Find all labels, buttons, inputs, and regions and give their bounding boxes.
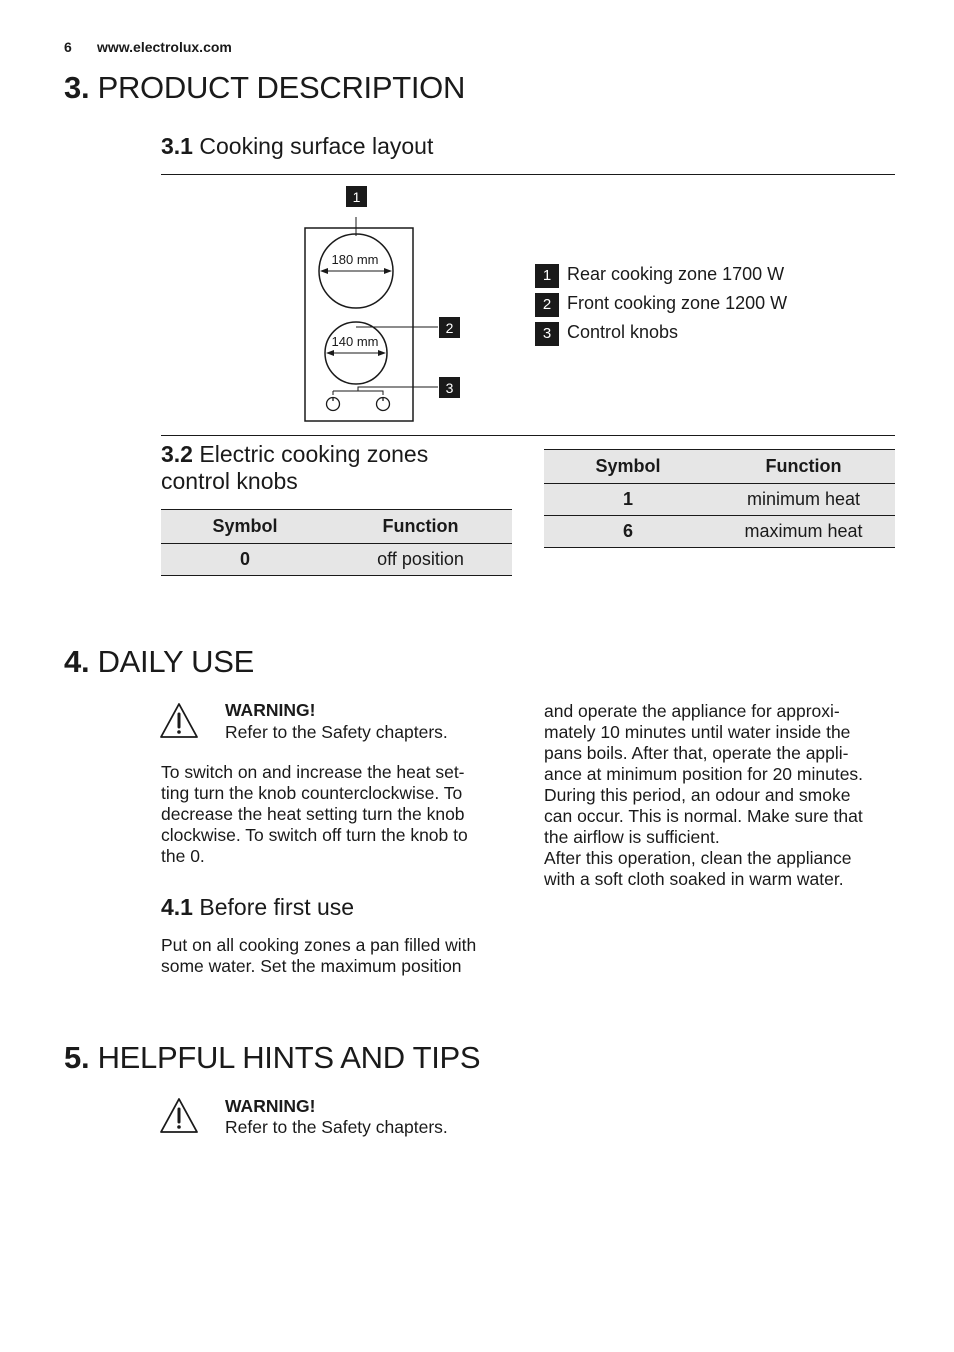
subsection-number: 4.1 xyxy=(161,894,193,920)
symbol-cell: 1 xyxy=(544,484,712,516)
subsection-number: 3.1 xyxy=(161,133,193,159)
text-line: pans boils. After that, operate the appli- xyxy=(544,743,849,763)
warning-title: WARNING! xyxy=(225,700,316,720)
text-line: Put on all cooking zones a pan filled with xyxy=(161,935,477,955)
subsection-title-line2: control knobs xyxy=(161,468,298,494)
table-row xyxy=(544,484,895,516)
table-header-row xyxy=(161,510,512,544)
text-line: and operate the appliance for approxi- xyxy=(544,701,840,721)
section-3-heading xyxy=(64,70,465,106)
paragraph-switch-on xyxy=(161,762,511,867)
text-line: After this operation, clean the appliance xyxy=(544,848,852,868)
arrow-left-icon xyxy=(326,350,334,356)
text-line: the 0. xyxy=(161,846,205,866)
subsection-title: Before first use xyxy=(199,894,355,920)
legend-number: 1 xyxy=(535,264,559,288)
text-line: decrease the heat setting turn the knob xyxy=(161,804,465,824)
text-line: ting turn the knob counterclockwise. To xyxy=(161,783,463,803)
warning-triangle-icon xyxy=(159,702,199,740)
hob-diagram xyxy=(300,184,470,424)
section-number: 3. xyxy=(64,70,90,105)
col-header-symbol: Symbol xyxy=(544,450,712,484)
arrow-right-icon xyxy=(378,350,386,356)
section-title: DAILY USE xyxy=(97,644,254,679)
legend-number: 3 xyxy=(535,322,559,346)
legend-number: 2 xyxy=(535,293,559,317)
text-line: mately 10 minutes until water inside the xyxy=(544,722,851,742)
section-number: 4. xyxy=(64,644,90,679)
section-5-heading xyxy=(64,1040,480,1076)
warning-title: WARNING! xyxy=(225,1096,316,1116)
callout-3-leader xyxy=(333,387,438,395)
rear-zone-size: 180 mm xyxy=(331,252,379,267)
table-row xyxy=(544,516,895,548)
text-line: To switch on and increase the heat set- xyxy=(161,762,465,782)
paragraph-right-column xyxy=(544,701,899,890)
subsection-3-1-heading xyxy=(161,133,433,160)
section-number: 5. xyxy=(64,1040,90,1075)
col-header-function: Function xyxy=(712,450,895,484)
divider xyxy=(161,435,895,436)
callout-1-label: 1 xyxy=(352,189,361,205)
warning-triangle-icon xyxy=(159,1097,199,1135)
symbol-cell: 6 xyxy=(544,516,712,548)
section-title: PRODUCT DESCRIPTION xyxy=(97,70,466,105)
legend-text: Control knobs xyxy=(567,322,679,342)
page-number: 6 xyxy=(64,39,72,55)
function-cell: maximum heat xyxy=(712,516,895,548)
subsection-4-1-heading xyxy=(161,894,354,921)
text-line: can occur. This is normal. Make sure that xyxy=(544,806,863,826)
subsection-title: Cooking surface layout xyxy=(199,133,434,159)
function-cell: minimum heat xyxy=(712,484,895,516)
callout-2-label: 2 xyxy=(445,320,454,336)
symbol-cell: 0 xyxy=(161,544,329,576)
warning-text: Refer to the Safety chapters. xyxy=(225,722,448,742)
warning-text: Refer to the Safety chapters. xyxy=(225,1117,448,1137)
front-zone-size: 140 mm xyxy=(331,334,379,349)
text-line: some water. Set the maximum position xyxy=(161,956,462,976)
callout-3-label: 3 xyxy=(445,380,454,396)
table-row xyxy=(161,544,512,576)
table-header-row xyxy=(544,450,895,484)
divider xyxy=(161,174,895,175)
subsection-number: 3.2 xyxy=(161,441,193,467)
symbol-table-off xyxy=(161,509,512,576)
col-header-symbol: Symbol xyxy=(161,510,329,544)
legend-text: Front cooking zone 1200 W xyxy=(567,293,788,313)
text-line: with a soft cloth soaked in warm water. xyxy=(544,869,844,889)
text-line: During this period, an odour and smoke xyxy=(544,785,851,805)
text-line: the airflow is sufficient. xyxy=(544,827,720,847)
col-header-function: Function xyxy=(329,510,512,544)
function-cell: off position xyxy=(329,544,512,576)
header-url: www.electrolux.com xyxy=(97,39,232,55)
subsection-3-2-heading xyxy=(161,441,428,495)
arrow-left-icon xyxy=(320,268,328,274)
text-line: clockwise. To switch off turn the knob to xyxy=(161,825,468,845)
symbol-table-heat xyxy=(544,449,895,548)
legend-text: Rear cooking zone 1700 W xyxy=(567,264,785,284)
section-title: HELPFUL HINTS AND TIPS xyxy=(97,1040,481,1075)
section-4-heading xyxy=(64,644,254,680)
arrow-right-icon xyxy=(384,268,392,274)
subsection-title: Electric cooking zones xyxy=(199,441,429,467)
paragraph-before-first-use xyxy=(161,935,511,977)
text-line: ance at minimum position for 20 minutes. xyxy=(544,764,864,784)
